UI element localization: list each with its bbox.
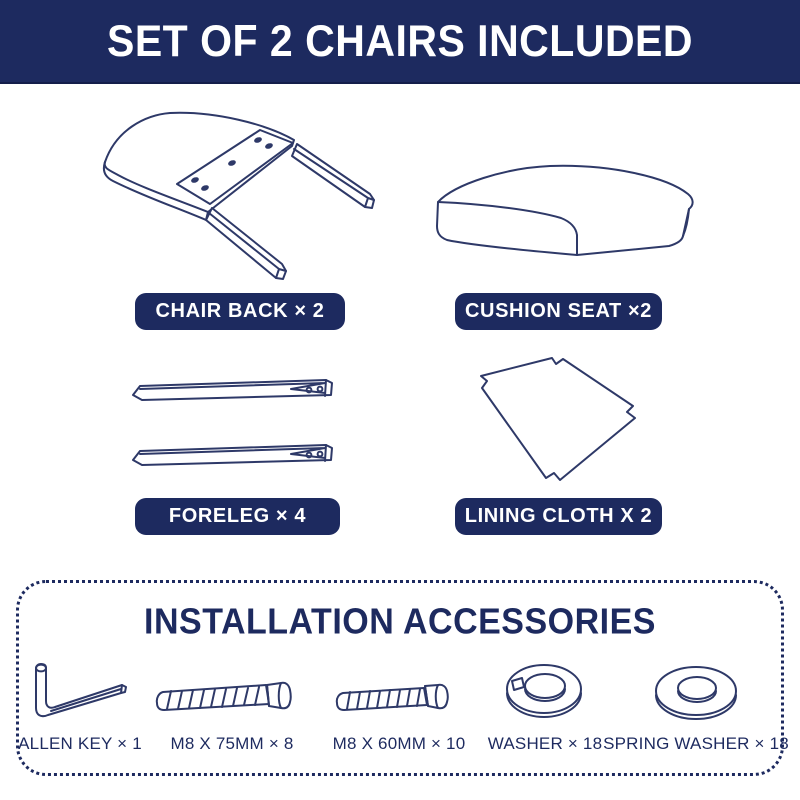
accessories-title: INSTALLATION ACCESSORIES [144,602,656,642]
washer-label: WASHER × 18 [487,734,603,753]
bolt-m8x75-label: M8 X 75MM × 8 [170,734,294,753]
header-banner [0,0,800,84]
label-cushion-seat-text: CUSHION SEAT ×2 [465,300,652,322]
washer-illustration [500,655,588,727]
spring-washer-icon [652,663,740,727]
spring-washer-label: SPRING WASHER × 18 [603,734,789,753]
chair-back-illustration [90,102,400,292]
lining-cloth-icon [470,350,660,495]
label-cushion-seat [455,293,662,330]
label-lining-cloth-text: LINING CLOTH X 2 [464,505,653,527]
allen-key-label: ALLEN KEY × 1 [18,734,142,753]
bolt-m8x60-icon [335,683,463,717]
foreleg-icon [115,363,345,468]
allen-key-illustration [27,660,127,722]
bolt-m8x60-illustration [335,683,463,717]
cushion-seat-illustration [425,152,740,292]
allen-key-icon [27,660,127,722]
label-foreleg [135,498,340,535]
chair-back-icon [90,102,400,292]
label-foreleg-text: FORELEG × 4 [168,505,307,527]
washer-icon [500,655,588,727]
banner-title: SET OF 2 CHAIRS INCLUDED [106,15,694,66]
bolt-m8x60-label: M8 X 60MM × 10 [332,734,466,753]
label-chair-back-text: CHAIR BACK × 2 [155,300,325,322]
foreleg-illustration [115,363,345,468]
bolt-m8x75-illustration [155,681,305,717]
cushion-seat-icon [425,152,740,292]
label-chair-back [135,293,345,330]
bolt-m8x75-icon [155,681,305,717]
spring-washer-illustration [652,663,740,727]
label-lining-cloth [455,498,662,535]
lining-cloth-illustration [470,350,660,495]
